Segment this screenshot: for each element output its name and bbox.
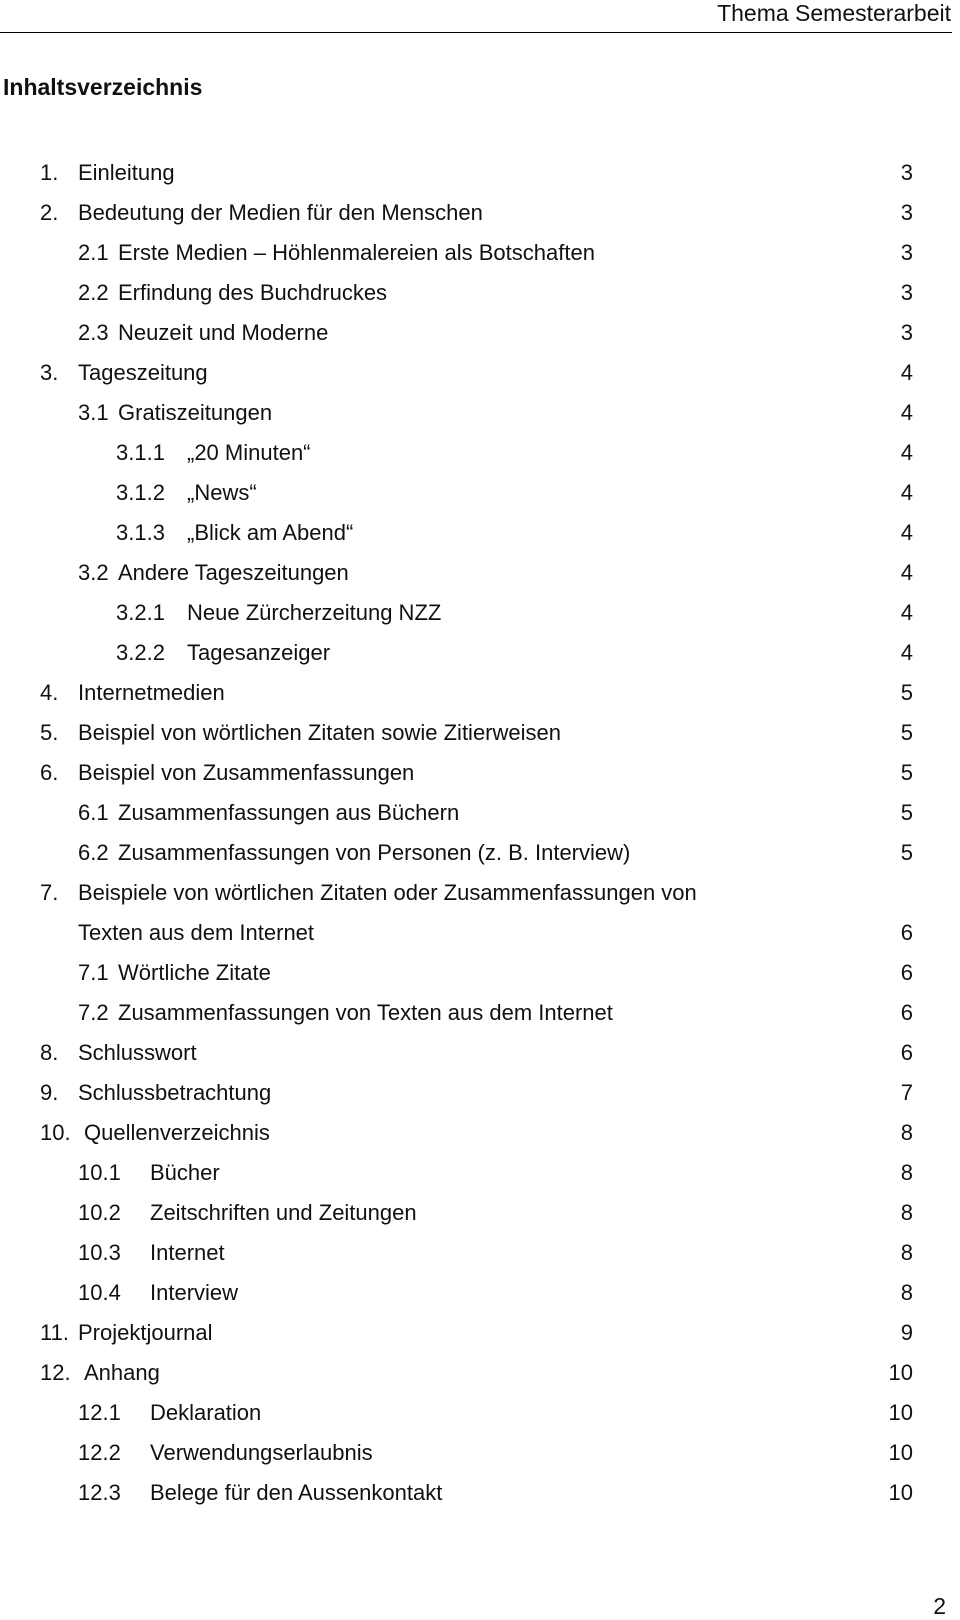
toc-entry	[0, 1233, 960, 1273]
toc-entry-label: Zusammenfassungen aus Büchern	[118, 800, 460, 825]
toc-entry	[0, 873, 960, 913]
toc-entry-number: 12.1	[78, 1400, 121, 1425]
toc-entry-label: Anhang	[84, 1360, 160, 1385]
toc-entry-page: 4	[900, 520, 913, 545]
toc-entry	[0, 1113, 960, 1153]
toc-entry	[0, 393, 960, 433]
toc-entry	[0, 233, 960, 273]
toc-entry	[0, 1433, 960, 1473]
toc-entry-page: 3	[900, 280, 913, 305]
toc-entry-page: 6	[900, 1040, 913, 1065]
toc-entry-label: Zeitschriften und Zeitungen	[150, 1200, 417, 1225]
toc-entry-page: 10	[888, 1400, 913, 1425]
toc-entry	[0, 433, 960, 473]
toc-entry-label: Quellenverzeichnis	[84, 1120, 270, 1145]
toc-entry-label: Tageszeitung	[78, 360, 208, 385]
toc-entry-page: 6	[900, 960, 913, 985]
toc-entry-label: Tagesanzeiger	[187, 640, 331, 665]
toc-entry-label: Beispiele von wörtlichen Zitaten oder Zusammenfassungen von	[78, 880, 697, 905]
toc-entry	[0, 913, 960, 953]
toc-entry-label: Internetmedien	[78, 680, 225, 705]
toc-entry	[0, 673, 960, 713]
toc-entry-label: Erfindung des Buchdruckes	[118, 280, 388, 305]
toc-entry	[0, 1473, 960, 1513]
toc-entry-label: Erste Medien – Höhlenmalereien als Botschaften	[118, 240, 595, 265]
toc-entry-label: Andere Tageszeitungen	[118, 560, 349, 585]
toc-entry-page: 4	[900, 560, 913, 585]
toc-entry-number: 10.2	[78, 1200, 121, 1225]
toc-entry-number: 10.1	[78, 1160, 121, 1185]
toc-entry-page: 7	[900, 1080, 913, 1105]
toc-entry-number: 9.	[40, 1080, 59, 1105]
toc-entry-number: 10.4	[78, 1280, 121, 1305]
toc-entry-number: 11.	[40, 1320, 69, 1345]
toc-entry-number: 10.	[40, 1120, 71, 1145]
toc-entry-number: 12.2	[78, 1440, 121, 1465]
toc-entry-page: 4	[900, 360, 913, 385]
toc-entry-label: „20 Minuten“	[187, 440, 311, 465]
toc-entry-label: Schlussbetrachtung	[78, 1080, 272, 1105]
toc-entry-number: 3.2	[78, 560, 109, 585]
toc-entry-page: 8	[900, 1200, 913, 1225]
toc-entry-number: 3.	[40, 360, 59, 385]
toc-entry-label: Zusammenfassungen von Personen (z. B. Interview)	[118, 840, 631, 865]
toc-entry-page: 8	[900, 1120, 913, 1145]
toc-entry-page: 4	[900, 480, 913, 505]
toc-entry-label: Texten aus dem Internet	[78, 920, 315, 945]
toc-entry-label: Bedeutung der Medien für den Menschen	[78, 200, 483, 225]
toc-entry-label: Wörtliche Zitate	[118, 960, 271, 985]
toc-entry-page: 3	[900, 320, 913, 345]
toc-entry	[0, 473, 960, 513]
toc-entry-number: 8.	[40, 1040, 59, 1065]
page-header	[0, 0, 952, 33]
toc-entry-page: 8	[900, 1280, 913, 1305]
toc-entry-number: 3.2.1	[116, 600, 165, 625]
toc-entry-label: Neuzeit und Moderne	[118, 320, 329, 345]
toc-entry-page: 9	[900, 1320, 913, 1345]
toc-entry	[0, 713, 960, 753]
toc-entry-label: Verwendungserlaubnis	[150, 1440, 373, 1465]
toc-entry-page: 10	[888, 1440, 913, 1465]
toc-entry-number: 6.1	[78, 800, 109, 825]
toc-entry-number: 6.2	[78, 840, 109, 865]
toc-entry-number: 1.	[40, 160, 59, 185]
toc-entry-label: Belege für den Aussenkontakt	[150, 1480, 443, 1505]
toc-entry-number: 7.	[40, 880, 59, 905]
toc-entry-page: 4	[900, 600, 913, 625]
running-title: Thema Semesterarbeit	[717, 0, 951, 26]
toc-entry-number: 3.2.2	[116, 640, 165, 665]
toc-entry	[0, 1073, 960, 1113]
toc-entry-label: Deklaration	[150, 1400, 262, 1425]
toc-entry-page: 8	[900, 1240, 913, 1265]
toc-entry	[0, 593, 960, 633]
toc-entry-number: 5.	[40, 720, 59, 745]
toc-title: Inhaltsverzeichnis	[3, 74, 203, 100]
toc-entry-number: 7.2	[78, 1000, 109, 1025]
toc-entry-number: 10.3	[78, 1240, 121, 1265]
toc-entry	[0, 633, 960, 673]
toc-entry-page: 4	[900, 400, 913, 425]
toc-entry	[0, 1193, 960, 1233]
toc-entry	[0, 1353, 960, 1393]
toc-entry-page: 5	[900, 680, 913, 705]
page-number: 2	[933, 1593, 946, 1619]
toc-entry-page: 6	[900, 1000, 913, 1025]
toc-entry-number: 12.	[40, 1360, 71, 1385]
toc-entry-number: 7.1	[78, 960, 109, 985]
toc-entry	[0, 993, 960, 1033]
toc-entry-page: 5	[900, 800, 913, 825]
toc-entry-page: 10	[888, 1360, 913, 1385]
toc-entry	[0, 793, 960, 833]
toc-entry-number: 2.	[40, 200, 59, 225]
toc-entry-number: 3.1	[78, 400, 109, 425]
toc-entry-label: Zusammenfassungen von Texten aus dem Internet	[118, 1000, 613, 1025]
toc-entry	[0, 353, 960, 393]
toc-entry	[0, 753, 960, 793]
toc-entry	[0, 833, 960, 873]
toc-entry	[0, 1393, 960, 1433]
toc-entry	[0, 1033, 960, 1073]
toc-entry-number: 2.2	[78, 280, 109, 305]
toc-entry-number: 3.1.3	[116, 520, 165, 545]
toc-entry-label: Projektjournal	[78, 1320, 213, 1345]
toc-entry-page: 5	[900, 720, 913, 745]
toc-entry-number: 4.	[40, 680, 59, 705]
toc-entry-number: 2.3	[78, 320, 109, 345]
toc-entry-page: 6	[900, 920, 913, 945]
toc-entry-page: 3	[900, 160, 913, 185]
toc-entry	[0, 313, 960, 353]
toc-entry-number: 2.1	[78, 240, 109, 265]
toc-entry-number: 12.3	[78, 1480, 121, 1505]
toc-entry-label: Gratiszeitungen	[118, 400, 273, 425]
toc-entry-label: Beispiel von wörtlichen Zitaten sowie Zitierweisen	[78, 720, 561, 745]
toc-entry-page: 10	[888, 1480, 913, 1505]
toc-entry-label: Beispiel von Zusammenfassungen	[78, 760, 415, 785]
toc-entry-label: „Blick am Abend“	[187, 520, 354, 545]
toc-entry-label: Interview	[150, 1280, 239, 1305]
toc-entry	[0, 193, 960, 233]
toc-entry-label: Einleitung	[78, 160, 175, 185]
toc-entry-page: 3	[900, 240, 913, 265]
toc-entry	[0, 953, 960, 993]
toc-entry-label: Neue Zürcherzeitung NZZ	[187, 600, 442, 625]
toc-entry-page: 4	[900, 640, 913, 665]
toc-entry-page: 8	[900, 1160, 913, 1185]
toc-entry-label: „News“	[187, 480, 257, 505]
toc-entry-number: 6.	[40, 760, 59, 785]
toc-list	[0, 153, 960, 1513]
toc-entry-number: 3.1.2	[116, 480, 165, 505]
toc-entry	[0, 553, 960, 593]
toc-entry-page: 4	[900, 440, 913, 465]
toc-entry	[0, 1273, 960, 1313]
toc-entry-page: 3	[900, 200, 913, 225]
toc-entry-label: Bücher	[150, 1160, 220, 1185]
toc-entry-page: 5	[900, 760, 913, 785]
toc-entry-label: Internet	[150, 1240, 225, 1265]
toc-entry-label: Schlusswort	[78, 1040, 197, 1065]
toc-entry	[0, 1313, 960, 1353]
toc-entry	[0, 153, 960, 193]
toc-entry	[0, 1153, 960, 1193]
toc-entry-page: 5	[900, 840, 913, 865]
toc-entry	[0, 513, 960, 553]
toc-entry	[0, 273, 960, 313]
toc-entry-number: 3.1.1	[116, 440, 165, 465]
